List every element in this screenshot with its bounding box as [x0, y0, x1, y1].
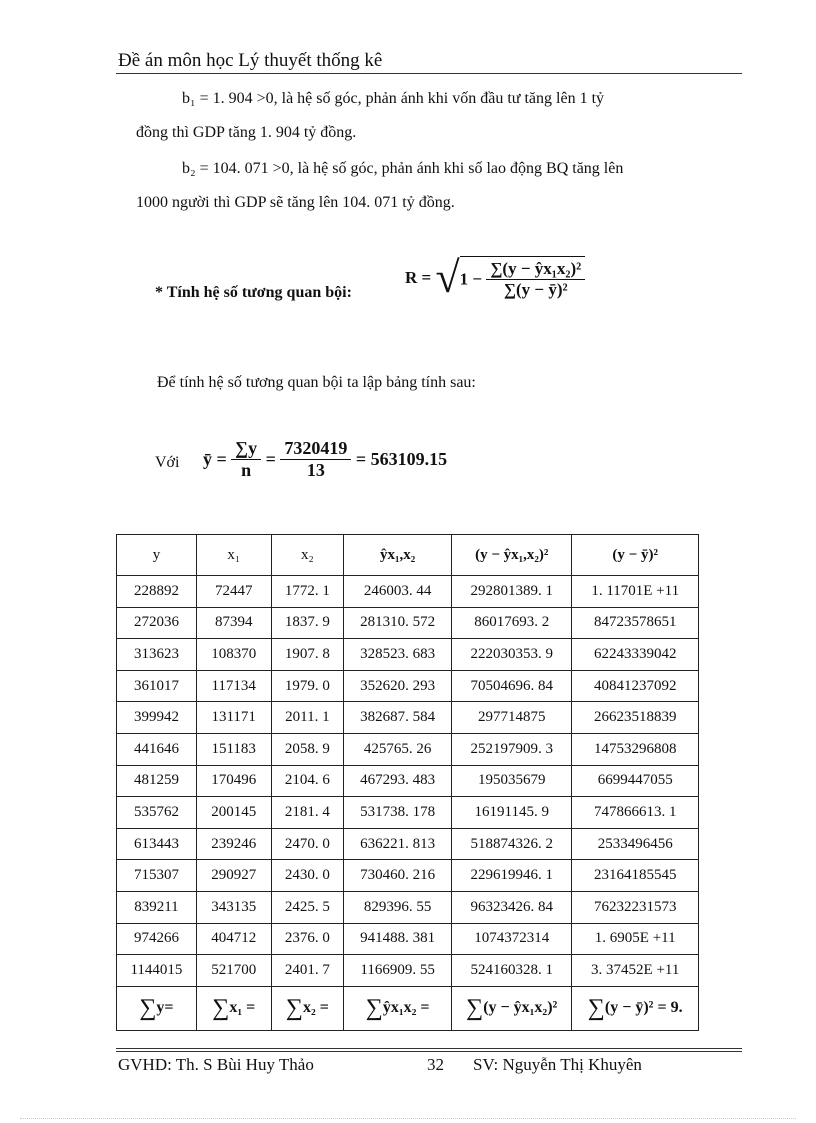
ybar-sum-value: 7320419 [280, 438, 351, 460]
table-cell: 239246 [196, 828, 271, 860]
sigma-icon: ∑ [285, 994, 303, 1021]
table-cell: 636221. 813 [344, 828, 452, 860]
footer-student: SV: Nguyễn Thị Khuyên [473, 1055, 642, 1074]
sigma-icon: ∑ [587, 994, 605, 1021]
table-row [117, 828, 699, 860]
ybar-denominator: n [241, 460, 252, 480]
sigma-icon: ∑ [139, 994, 157, 1021]
table-row [117, 670, 699, 702]
table-cell: 521700 [196, 955, 271, 987]
calculation-table [116, 534, 699, 1031]
col-header-x2: x₂ [271, 535, 344, 576]
table-cell: 117134 [196, 670, 271, 702]
table-cell: 1. 6905E +11 [572, 923, 699, 955]
page-number: 32 [427, 1055, 444, 1074]
table-header-row [117, 535, 699, 576]
sigma-icon: ∑ [212, 994, 230, 1021]
sigma-icon: ∑ [365, 994, 383, 1021]
table-cell: 535762 [117, 797, 197, 829]
sigma-icon: ∑ [466, 994, 484, 1021]
correlation-formula [405, 253, 585, 302]
table-sum-row [117, 986, 699, 1030]
table-intro: Để tính hệ số tương quan bội ta lập bảng tính sau: [157, 374, 476, 391]
r-numerator: ∑(y − ŷx₁x₂)² [486, 259, 585, 280]
table-cell: 730460. 216 [344, 860, 452, 892]
correlation-label: * Tính hệ số tương quan bội: [155, 284, 352, 301]
r-denominator: ∑(y − ȳ)² [503, 280, 568, 299]
page-header-title: Đề án môn học Lý thuyết thống kê [118, 50, 383, 71]
footer-advisor: GVHD: Th. S Bùi Huy Thảo [118, 1055, 314, 1074]
table-cell: 941488. 381 [344, 923, 452, 955]
table-cell: 3. 37452E +11 [572, 955, 699, 987]
with-label: Với [155, 454, 180, 471]
table-cell: 292801389. 1 [452, 576, 572, 608]
sum-x1: ∑x₁ = [196, 986, 271, 1030]
table-cell: 297714875 [452, 702, 572, 734]
table-cell: 1979. 0 [271, 670, 344, 702]
footer-rule-double [116, 1051, 742, 1052]
table-cell: 2104. 6 [271, 765, 344, 797]
table-cell: 1837. 9 [271, 607, 344, 639]
ybar-result: = 563109.15 [355, 449, 448, 469]
table-cell: 343135 [196, 891, 271, 923]
ybar-fraction-values [280, 438, 351, 481]
table-cell: 86017693. 2 [452, 607, 572, 639]
table-cell: 518874326. 2 [452, 828, 572, 860]
table-cell: 404712 [196, 923, 271, 955]
paragraph-b2 [136, 152, 720, 220]
table-cell: 2058. 9 [271, 733, 344, 765]
table-cell: 2011. 1 [271, 702, 344, 734]
table-cell: 200145 [196, 797, 271, 829]
page-edge-divider [20, 1118, 796, 1119]
table-cell: 747866613. 1 [572, 797, 699, 829]
table-row [117, 955, 699, 987]
ybar-fraction [231, 438, 261, 481]
table-cell: 6699447055 [572, 765, 699, 797]
table-row [117, 702, 699, 734]
table-cell: 229619946. 1 [452, 860, 572, 892]
r-lhs: R = [405, 268, 432, 287]
col-header-dev-sq: (y − ȳ)² [572, 535, 699, 576]
table-cell: 2181. 4 [271, 797, 344, 829]
table-row [117, 765, 699, 797]
sum-y: ∑y= [117, 986, 197, 1030]
table-cell: 361017 [117, 670, 197, 702]
table-cell: 290927 [196, 860, 271, 892]
table-cell: 72447 [196, 576, 271, 608]
sum-x2: ∑x₂ = [271, 986, 344, 1030]
footer-rule [116, 1048, 742, 1049]
table-cell: 170496 [196, 765, 271, 797]
table-cell: 1907. 8 [271, 639, 344, 671]
col-header-resid-sq: (y − ŷx₁,x₂)² [452, 535, 572, 576]
r-fraction [486, 259, 585, 300]
table-row [117, 639, 699, 671]
table-cell: 715307 [117, 860, 197, 892]
col-header-yhat: ŷx₁,x₂ [344, 535, 452, 576]
r-one-minus: 1 − [459, 269, 483, 289]
table-cell: 195035679 [452, 765, 572, 797]
table-cell: 467293. 483 [344, 765, 452, 797]
ybar-count-value: 13 [306, 460, 325, 480]
table-cell: 1. 11701E +11 [572, 576, 699, 608]
table-cell: 313623 [117, 639, 197, 671]
equals-sign: = [265, 449, 276, 469]
table-cell: 2430. 0 [271, 860, 344, 892]
table-cell: 23164185545 [572, 860, 699, 892]
table-cell: 252197909. 3 [452, 733, 572, 765]
sum-dev-sq: ∑(y − ȳ)² = 9. [572, 986, 699, 1030]
table-cell: 352620. 293 [344, 670, 452, 702]
ybar-numerator: ∑y [231, 438, 261, 460]
table-cell: 613443 [117, 828, 197, 860]
table-row [117, 860, 699, 892]
table-cell: 2470. 0 [271, 828, 344, 860]
b2-line2: 1000 người thì GDP sẽ tăng lên 104. 071 tỷ đồng. [136, 194, 455, 211]
table-cell: 87394 [196, 607, 271, 639]
table-cell: 829396. 55 [344, 891, 452, 923]
table-cell: 222030353. 9 [452, 639, 572, 671]
col-header-y: y [117, 535, 197, 576]
table-row [117, 733, 699, 765]
table-cell: 425765. 26 [344, 733, 452, 765]
table-cell: 272036 [117, 607, 197, 639]
table-cell: 108370 [196, 639, 271, 671]
table-row [117, 923, 699, 955]
table-cell: 382687. 584 [344, 702, 452, 734]
table-cell: 328523. 683 [344, 639, 452, 671]
table-cell: 481259 [117, 765, 197, 797]
table-cell: 524160328. 1 [452, 955, 572, 987]
table-row [117, 797, 699, 829]
table-cell: 14753296808 [572, 733, 699, 765]
table-cell: 531738. 178 [344, 797, 452, 829]
table-row [117, 891, 699, 923]
table-cell: 974266 [117, 923, 197, 955]
b1-line2: đồng thì GDP tăng 1. 904 tỷ đồng. [136, 124, 357, 141]
table-cell: 151183 [196, 733, 271, 765]
table-cell: 2425. 5 [271, 891, 344, 923]
mean-formula [203, 438, 447, 481]
sum-yhat: ∑ŷx₁x₂ = [344, 986, 452, 1030]
header-rule [116, 73, 742, 74]
table-cell: 399942 [117, 702, 197, 734]
table-cell: 26623518839 [572, 702, 699, 734]
table-row [117, 576, 699, 608]
table-cell: 62243339042 [572, 639, 699, 671]
table-cell: 70504696. 84 [452, 670, 572, 702]
table-cell: 1772. 1 [271, 576, 344, 608]
table-cell: 2533496456 [572, 828, 699, 860]
table-row [117, 607, 699, 639]
table-cell: 839211 [117, 891, 197, 923]
table-cell: 131171 [196, 702, 271, 734]
b2-line1: b₂ = 104. 071 >0, là hệ số góc, phản ánh khi số lao động BQ tăng lên [182, 160, 624, 177]
table-cell: 84723578651 [572, 607, 699, 639]
table-cell: 96323426. 84 [452, 891, 572, 923]
table-cell: 246003. 44 [344, 576, 452, 608]
table-cell: 228892 [117, 576, 197, 608]
table-cell: 441646 [117, 733, 197, 765]
sum-resid-sq: ∑(y − ŷx₁x₂)² [452, 986, 572, 1030]
table-cell: 40841237092 [572, 670, 699, 702]
sqrt-icon: √ [435, 253, 460, 302]
table-cell: 281310. 572 [344, 607, 452, 639]
table-cell: 2401. 7 [271, 955, 344, 987]
b1-line1: b₁ = 1. 904 >0, là hệ số góc, phản ánh khi vốn đầu tư tăng lên 1 tỷ [182, 90, 605, 107]
table-cell: 2376. 0 [271, 923, 344, 955]
ybar-lhs: ȳ = [203, 449, 227, 469]
table-cell: 1166909. 55 [344, 955, 452, 987]
paragraph-b1 [136, 82, 720, 150]
table-cell: 16191145. 9 [452, 797, 572, 829]
table-cell: 76232231573 [572, 891, 699, 923]
col-header-x1: x₁ [196, 535, 271, 576]
table-cell: 1074372314 [452, 923, 572, 955]
table-cell: 1144015 [117, 955, 197, 987]
